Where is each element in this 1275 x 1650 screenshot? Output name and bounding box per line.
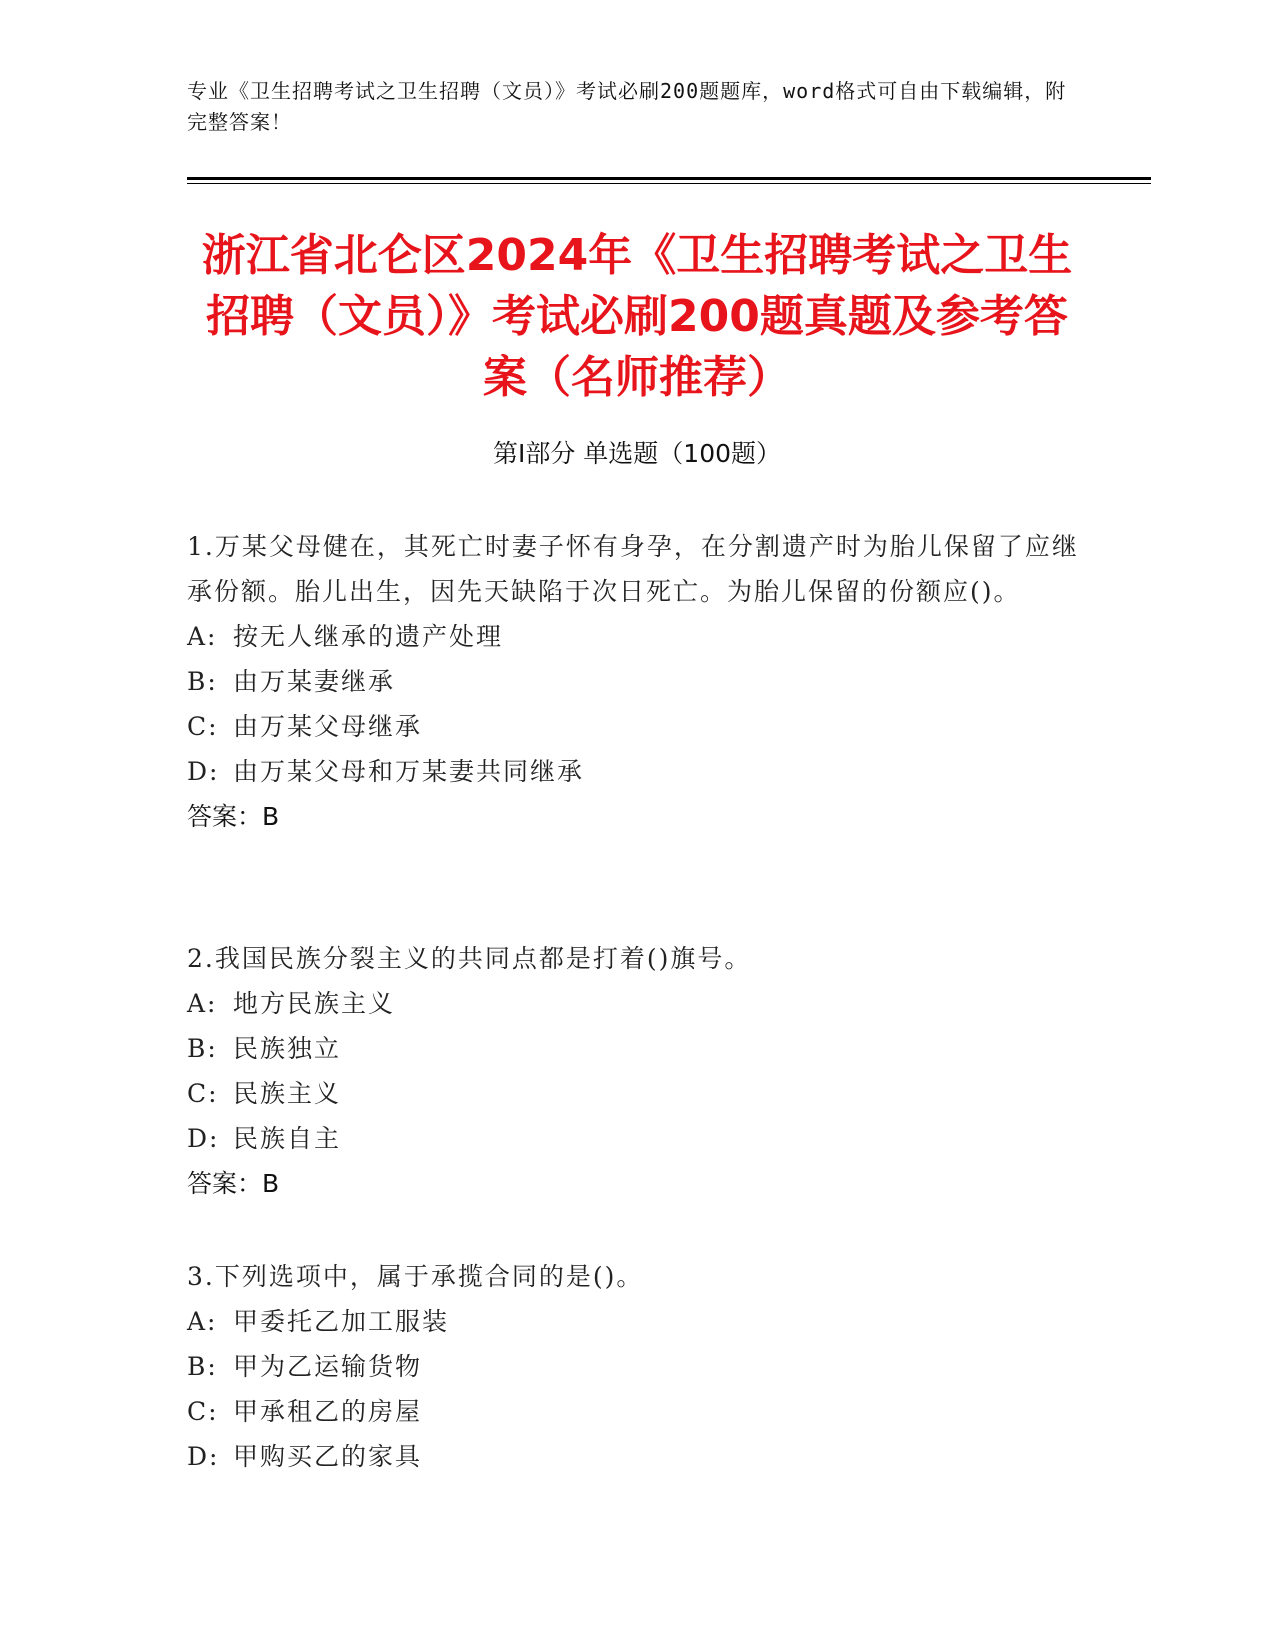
option-key: D: <box>187 757 220 786</box>
header-divider-thick <box>187 177 1151 180</box>
question-stem: 3.下列选项中，属于承揽合同的是()。 <box>187 1262 644 1291</box>
option-text: 甲委托乙加工服装 <box>233 1307 450 1336</box>
option-text: 由万某父母继承 <box>233 712 423 741</box>
option-text: 民族自主 <box>233 1124 342 1153</box>
option-key: C: <box>187 1397 219 1426</box>
question-2 <box>187 936 1087 1206</box>
option-text: 甲购买乙的家具 <box>233 1442 423 1471</box>
section-heading: 第I部分 单选题（100题） <box>492 439 782 468</box>
option-text: 由万某妻继承 <box>233 667 396 696</box>
option-text: 地方民族主义 <box>233 989 396 1018</box>
question-3 <box>187 1254 1087 1479</box>
option-c <box>187 1389 1087 1434</box>
option-key: C: <box>187 1079 219 1108</box>
option-a <box>187 614 1087 659</box>
option-key: A: <box>187 1307 218 1336</box>
option-c <box>187 704 1087 749</box>
header-note: 专业《卫生招聘考试之卫生招聘（文员）》考试必刷200题题库，word格式可自由下载编辑，附完整答案！ <box>187 79 1067 134</box>
document-title: 浙江省北仑区2024年《卫生招聘考试之卫生招聘（文员）》考试必刷200题真题及参考答案（名师推荐） <box>201 230 1073 403</box>
option-b <box>187 1344 1087 1389</box>
option-key: A: <box>187 989 218 1018</box>
option-key: B: <box>187 1034 218 1063</box>
answer-line: 答案：B <box>187 802 280 831</box>
option-key: B: <box>187 1352 218 1381</box>
option-a <box>187 1299 1087 1344</box>
option-key: B: <box>187 667 218 696</box>
option-key: D: <box>187 1442 220 1471</box>
question-stem: 2.我国民族分裂主义的共同点都是打着()旗号。 <box>187 944 752 973</box>
option-b <box>187 659 1087 704</box>
answer-line: 答案：B <box>187 1169 280 1198</box>
option-d <box>187 1116 1087 1161</box>
option-a <box>187 981 1087 1026</box>
option-key: A: <box>187 622 218 651</box>
option-key: D: <box>187 1124 220 1153</box>
header-divider-thin <box>187 183 1151 184</box>
option-text: 甲为乙运输货物 <box>233 1352 423 1381</box>
option-b <box>187 1026 1087 1071</box>
option-c <box>187 1071 1087 1116</box>
question-1 <box>187 524 1087 839</box>
question-stem: 1.万某父母健在，其死亡时妻子怀有身孕，在分割遗产时为胎儿保留了应继承份额。胎儿出生，因先天缺陷于次日死亡。为胎儿保留的份额应()。 <box>187 532 1079 606</box>
option-d <box>187 749 1087 794</box>
option-key: C: <box>187 712 219 741</box>
option-text: 由万某父母和万某妻共同继承 <box>233 757 585 786</box>
option-text: 按无人继承的遗产处理 <box>233 622 504 651</box>
option-text: 民族主义 <box>233 1079 342 1108</box>
option-text: 民族独立 <box>233 1034 342 1063</box>
option-d <box>187 1434 1087 1479</box>
option-text: 甲承租乙的房屋 <box>233 1397 423 1426</box>
